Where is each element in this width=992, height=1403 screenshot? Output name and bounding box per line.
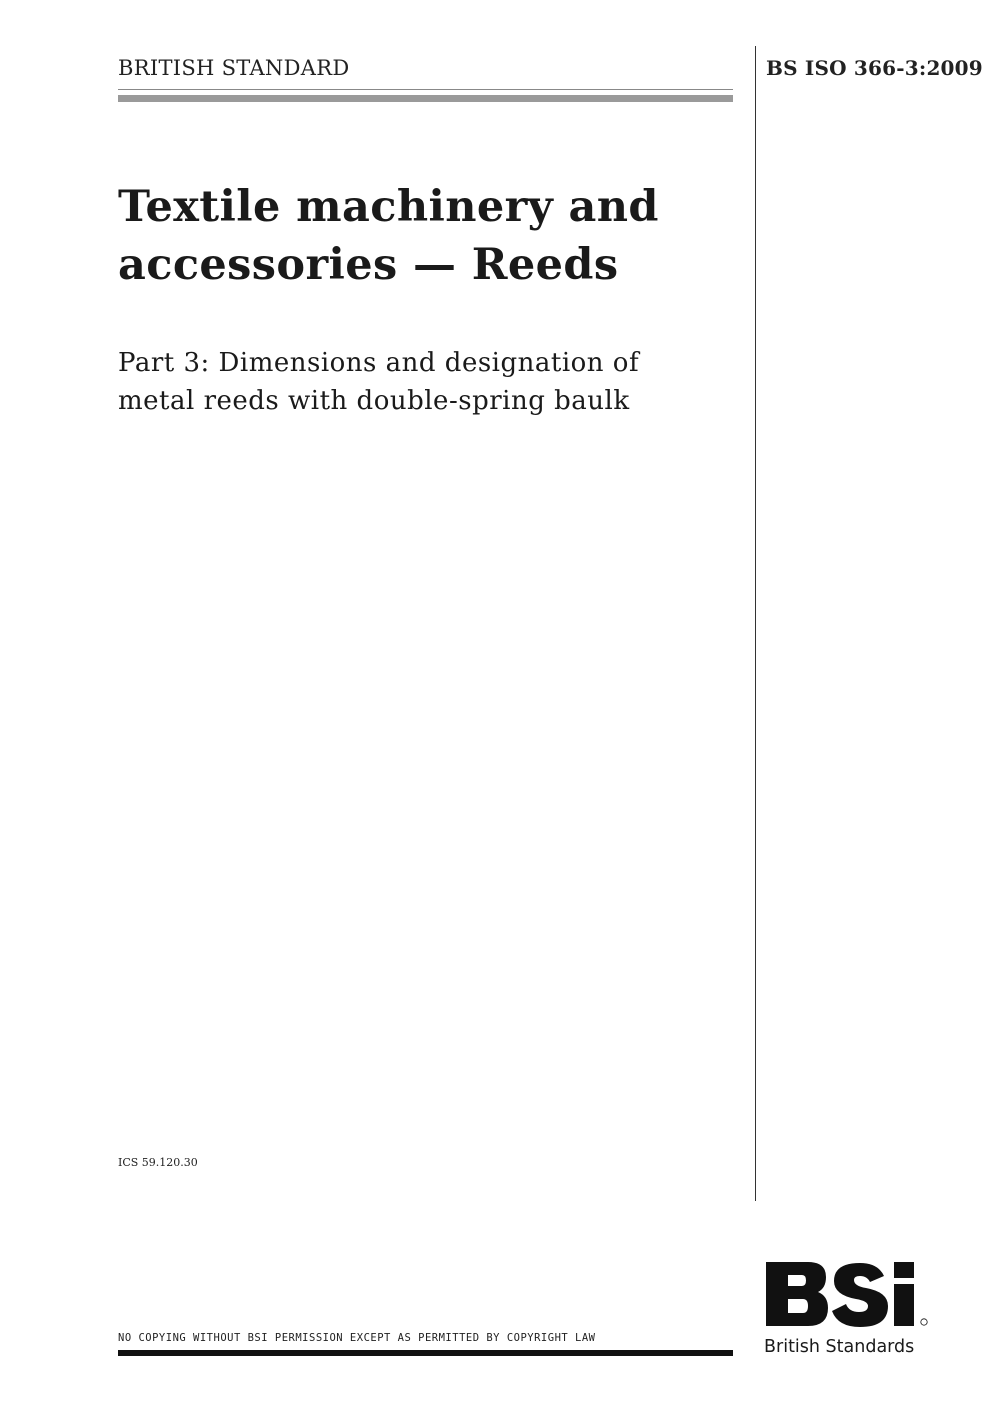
publisher-name: British Standards: [764, 1337, 915, 1357]
document-subtitle-line-2: metal reeds with double-spring baulk: [118, 386, 630, 416]
header-rule-thick: [118, 95, 733, 102]
standard-type-label: BRITISH STANDARD: [118, 56, 350, 80]
copyright-notice: NO COPYING WITHOUT BSI PERMISSION EXCEPT AS PERMITTED BY COPYRIGHT LAW: [118, 1332, 596, 1344]
column-divider: [755, 46, 756, 1201]
ics-code: ICS 59.120.30: [118, 1156, 198, 1169]
footer-rule: [118, 1350, 733, 1356]
standard-number: BS ISO 366-3:2009: [766, 56, 983, 80]
document-title-line-1: Textile machinery and: [118, 182, 659, 232]
document-subtitle: [118, 344, 738, 420]
document-title: [118, 178, 738, 294]
header-rule-thin: [118, 89, 733, 90]
document-subtitle-line-1: Part 3: Dimensions and designation of: [118, 348, 640, 378]
document-title-line-2: accessories — Reeds: [118, 240, 619, 290]
